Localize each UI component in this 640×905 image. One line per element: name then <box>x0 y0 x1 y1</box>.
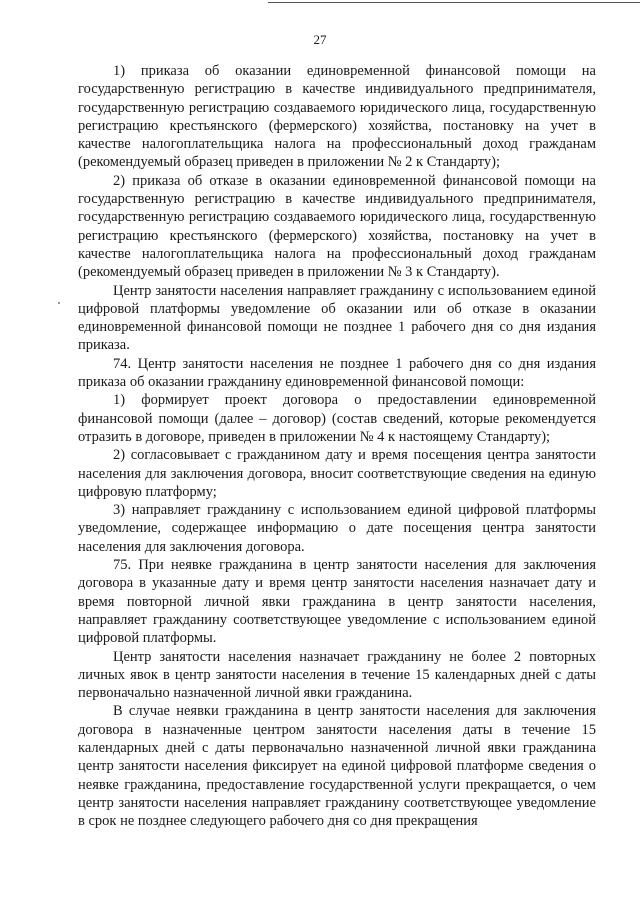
paragraph-74-item-3: 3) направляет гражданину с использованием единой цифровой платформы уведомление, содержащее информацию о дате посещения центра занятости населения для заключения договора. <box>78 502 596 555</box>
paragraph-item-2-order-refusing-aid: 2) приказа об отказе в оказании единовременной финансовой помощи на государственную регистрацию в качестве индивидуального предпринимателя, государственную регистрацию создаваемого юридического лица, государственную регистрацию крестьянского (фермерского) хозяйства, постановку на учет в качестве налогоплательщика налога на профессиональный доход гражданам (рекомендуемый образец приведен в приложении № 3 к Стандарту). <box>78 172 596 281</box>
paragraph-repeat-visits-limit: Центр занятости населения назначает гражданину не более 2 повторных личных явок в центр занятости населения в течение 15 календарных дней с даты первоначально назначенной личной явки гражданина. <box>78 648 596 702</box>
paragraph-service-termination: В случае неявки гражданина в центр занятости населения для заключения договора в назначенные центром занятости населения даты в течение 15 календарных дней с даты первоначально назначенной личной явки гражданина центр занятости населения фиксирует на единой цифровой платформе сведения о неявке гражданина, предоставление государственной услуги прекращается, о чем центр занятости населения направляет гражданину соответствующее уведомление в срок не позднее следующего рабочего дня со дня прекращения <box>78 703 596 830</box>
page-number: 27 <box>313 32 327 47</box>
paragraph-75-no-show: 75. При неявке гражданина в центр занятости населения для заключения договора в указанные дату и время центр занятости населения назначает дату и время повторной личной явки гражданина в центр занятости населения, направляет гражданину соответствующее уведомление с использованием единой цифровой платформы. <box>78 557 596 647</box>
document-body <box>78 62 596 830</box>
paragraph-74-item-2: 2) согласовывает с гражданином дату и время посещения центра занятости населения для заключения договора, вносит соответствующие сведения на единую цифровую платформу; <box>78 447 596 500</box>
paragraph-74-intro: 74. Центр занятости населения не позднее 1 рабочего дня со дня издания приказа об оказании гражданину единовременной финансовой помощи: <box>78 355 596 391</box>
header-rule <box>268 2 640 3</box>
paragraph-item-1-order-granting-aid: 1) приказа об оказании единовременной финансовой помощи на государственную регистрацию в качестве индивидуального предпринимателя, государственную регистрацию создаваемого юридического лица, государственную регистрацию крестьянского (фермерского) хозяйства, постановку на учет в качестве налогоплательщика налога на профессиональный доход гражданам (рекомендуемый образец приведен в приложении № 2 к Стандарту); <box>78 63 596 171</box>
margin-speck <box>58 302 60 304</box>
paragraph-notification-of-decision: Центр занятости населения направляет гражданину с использованием единой цифровой платформы уведомление об оказании или об отказе в оказании единовременной финансовой помощи не позднее 1 рабочего дня со дня издания приказа. <box>78 282 596 354</box>
paragraph-74-item-1: 1) формирует проект договора о предоставлении единовременной финансовой помощи (далее – договор) (состав сведений, которые рекомендуется отразить в договоре, приведен в приложении № 4 к настоящему Стандарту); <box>78 392 596 445</box>
